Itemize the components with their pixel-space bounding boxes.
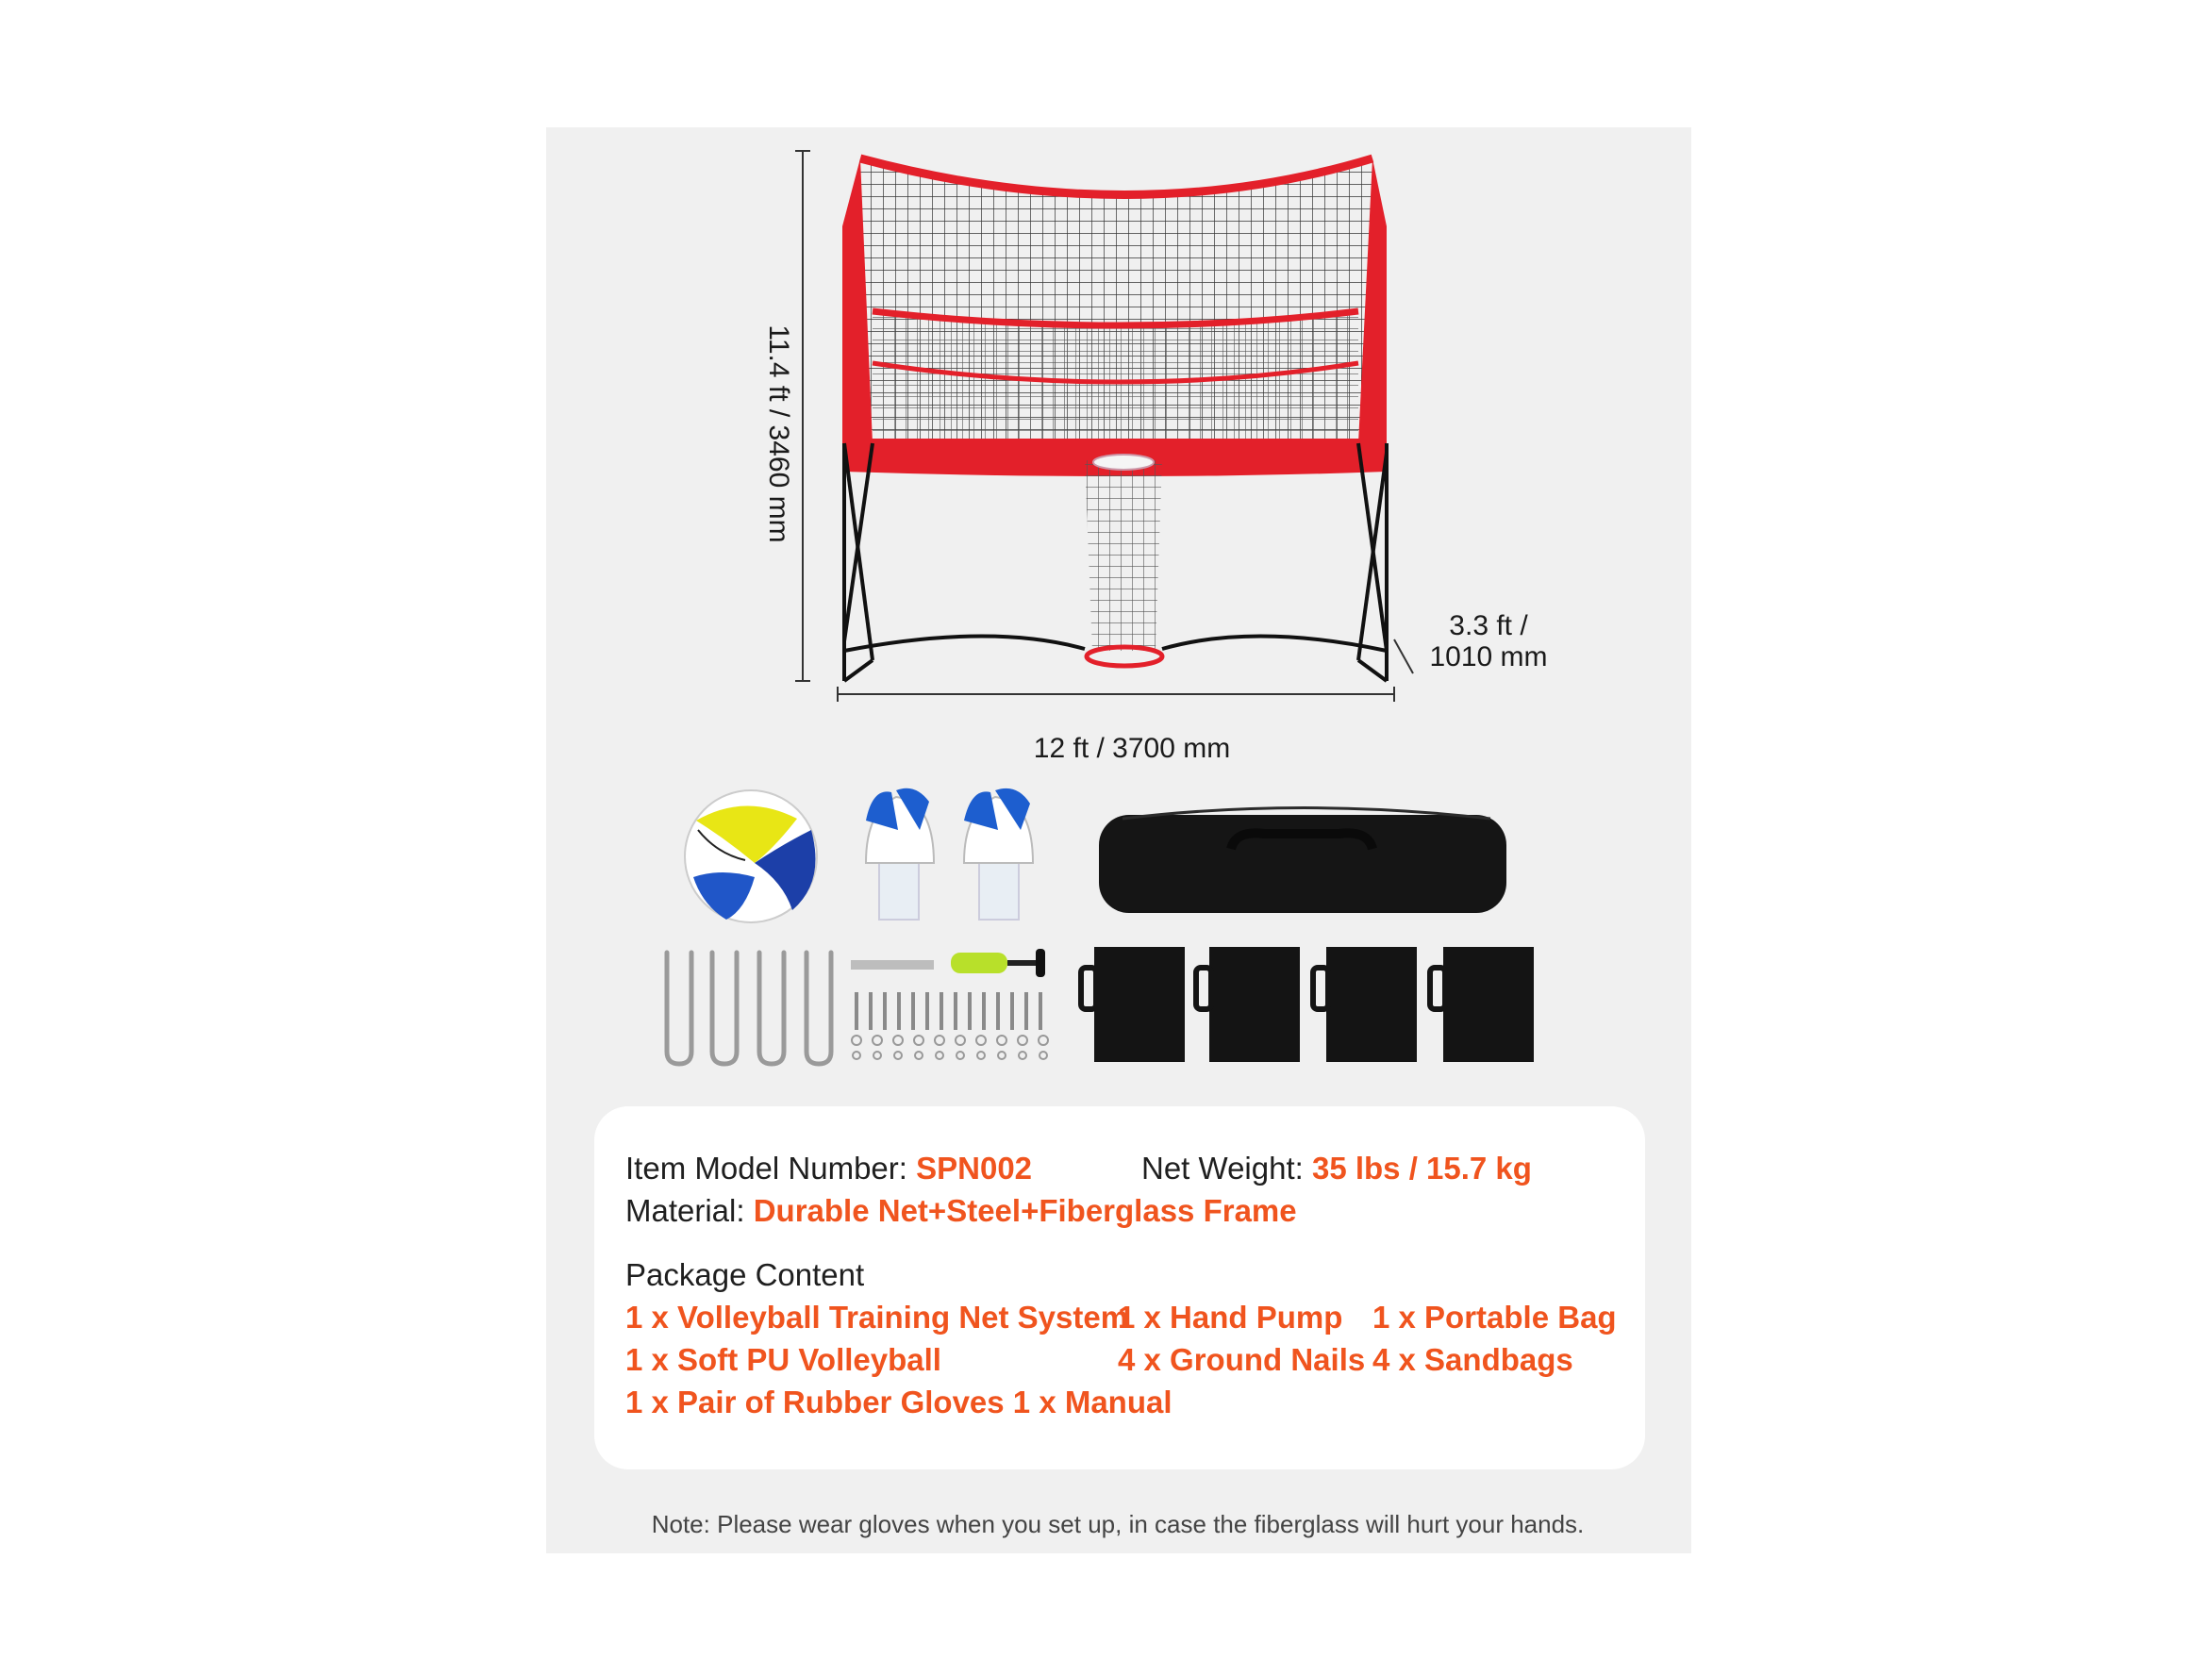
model-number-row [625, 1151, 1032, 1186]
height-dimension-line [795, 151, 810, 681]
hardware-screws-image [851, 960, 1049, 1059]
ground-nails-image [667, 953, 831, 1064]
depth-line-1: 3.3 ft / [1449, 610, 1528, 641]
depth-line-2: 1010 mm [1429, 641, 1548, 672]
material-label: Material: [625, 1193, 754, 1228]
package-item: 1 x Pair of Rubber Gloves 1 x Manual [625, 1385, 1173, 1419]
setup-note [652, 1510, 1585, 1539]
net-weight-value: 35 lbs / 15.7 kg [1311, 1151, 1532, 1186]
hand-pump-image [951, 949, 1045, 977]
model-number-value: SPN002 [916, 1151, 1033, 1186]
package-item: 4 x Ground Nails [1118, 1342, 1366, 1377]
package-item: 1 x Soft PU Volleyball [625, 1342, 941, 1377]
height-dimension-label: 11.4 ft / 3460 mm [763, 324, 794, 543]
volleyball-net-frame [842, 158, 1387, 681]
material-value: Durable Net+Steel+Fiberglass Frame [753, 1193, 1297, 1228]
model-number-label: Item Model Number: [625, 1151, 917, 1186]
note-text: Please wear gloves when you set up, in case the fiberglass will hurt your hands. [709, 1510, 1585, 1538]
package-item: 1 x Hand Pump [1118, 1300, 1343, 1335]
sandbags-image [1081, 947, 1534, 1062]
volleyball-image [685, 790, 817, 922]
portable-bag-image [1099, 808, 1506, 914]
width-dimension-label: 12 ft / 3700 mm [1033, 733, 1231, 764]
package-item: 1 x Volleyball Training Net System [625, 1300, 1129, 1335]
rubber-gloves-image [866, 788, 1033, 920]
net-weight-row [1141, 1151, 1532, 1186]
package-item: 4 x Sandbags [1372, 1342, 1573, 1377]
net-weight-label: Net Weight: [1141, 1151, 1312, 1186]
material-row [625, 1193, 1297, 1229]
width-dimension-line [838, 687, 1394, 702]
depth-dimension-label [1429, 610, 1547, 672]
package-content-heading: Package Content [625, 1257, 865, 1292]
package-item: 1 x Portable Bag [1372, 1300, 1617, 1335]
note-label: Note: [651, 1510, 710, 1538]
depth-dimension-line [1394, 639, 1413, 673]
